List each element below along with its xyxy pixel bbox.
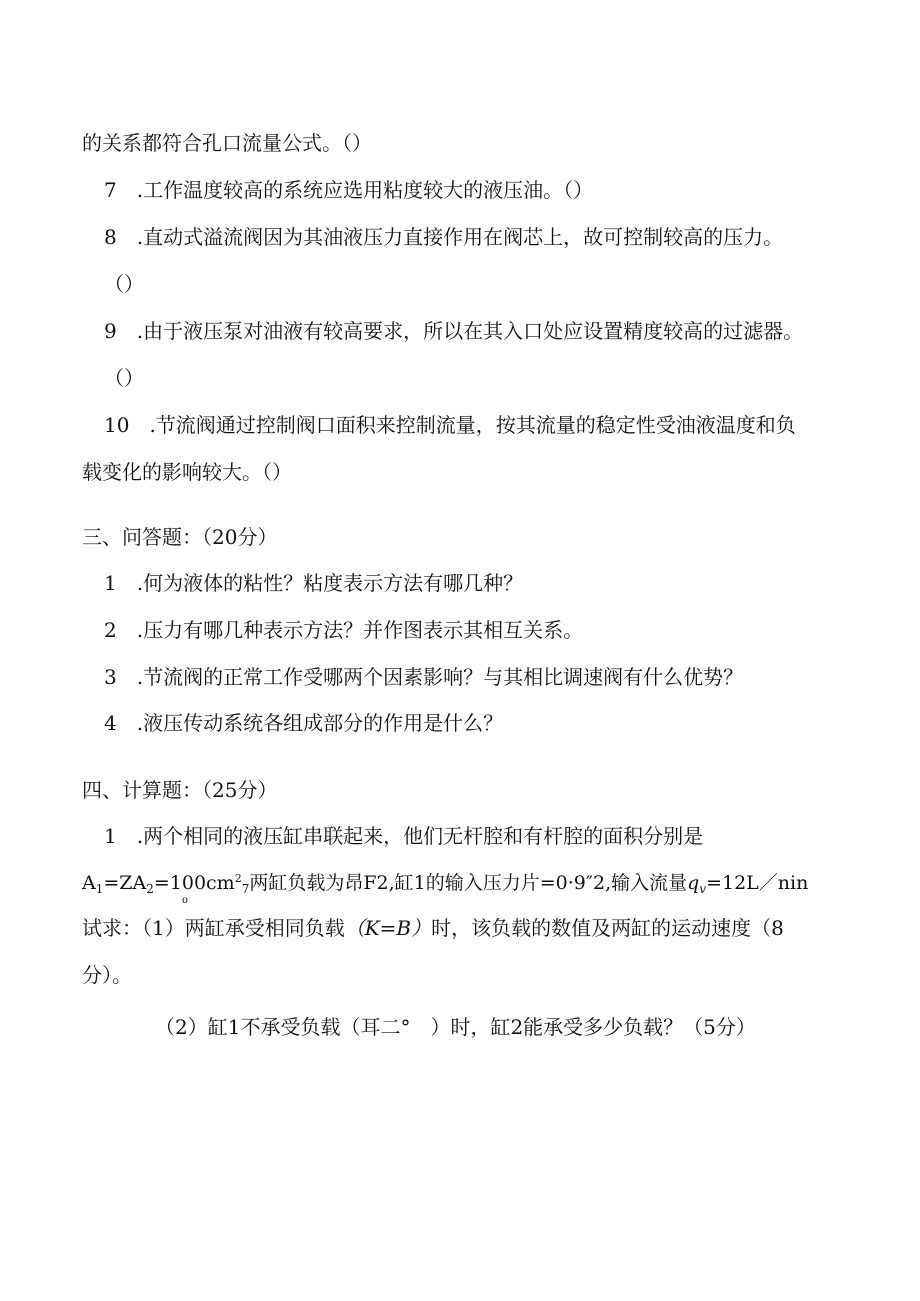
formula-flow-value: =12L／nin <box>706 872 809 894</box>
formula-q: q <box>687 872 700 894</box>
ask-1-text-c: 时，该负载的数值及两缸的运动速度（8 <box>431 916 784 940</box>
formula-noise-7: 7 <box>241 882 250 896</box>
calc-formula-line <box>82 866 808 902</box>
formula-a-sub: 1 <box>95 882 104 896</box>
qa-heading: 三、问答题：（20分） <box>82 525 278 549</box>
calc-heading: 四、计算题：（25分） <box>82 778 278 802</box>
judgement-continuation: 的关系都符合孔口流量公式。（） <box>82 131 372 155</box>
ask-1-text-a: 试求：（1）两缸承受相同负载 <box>82 916 345 940</box>
qa-question-4: 4 .液压传动系统各组成部分的作用是什么？ <box>104 711 504 735</box>
qa-question-3: 3 .节流阀的正常工作受哪两个因素影响？与其相比调速阀有什么优势？ <box>104 665 744 689</box>
formula-a: A <box>82 872 96 894</box>
qa-question-1: 1 .何为液体的粘性？粘度表示方法有哪几种？ <box>104 571 524 595</box>
formula-area-value: =100cm <box>153 872 235 894</box>
ask-1-condition: （K=B） <box>344 916 432 940</box>
calc-ask-2: （2）缸1不承受负载（耳二° ）时，缸2能承受多少负载？（5分） <box>155 1015 756 1039</box>
judgement-item-9: 9 .由于液压泵对油液有较高要求，所以在其入口处应设置精度较高的过滤器。 <box>104 319 804 343</box>
judgement-item-7: 7 .工作温度较高的系统应选用粘度较大的液压油。（） <box>104 178 594 202</box>
judgement-item-8: 8 .直动式溢流阀因为其油液压力直接作用在阀芯上，故可控制较高的压力。 <box>104 225 784 249</box>
formula-area-exp: 2 <box>234 872 242 885</box>
formula-tiny-mark: o <box>182 895 189 906</box>
judgement-item-8-bracket: （） <box>104 272 144 296</box>
formula-eq1: =ZA <box>103 872 147 894</box>
judgement-item-9-bracket: （） <box>104 366 144 390</box>
formula-load-pressure: 两缸负载为昂F2,缸1的输入压力片=0·9″2,输入流量 <box>249 872 688 894</box>
formula-q-sub: v <box>699 882 707 896</box>
qa-question-2: 2 .压力有哪几种表示方法？并作图表示其相互关系。 <box>104 618 584 642</box>
calc-ask-1 <box>82 915 784 941</box>
calc-problem-1: 1 .两个相同的液压缸串联起来，他们无杆腔和有杆腔的面积分别是 <box>104 824 704 848</box>
calc-ask-1-cont: 分）。 <box>82 963 132 987</box>
judgement-item-10: 10 .节流阀通过控制阀口面积来控制流量，按其流量的稳定性受油液温度和负 <box>104 413 796 437</box>
formula-a2-sub: 2 <box>146 882 154 896</box>
judgement-item-10-cont: 载变化的影响较大。（） <box>82 460 292 484</box>
